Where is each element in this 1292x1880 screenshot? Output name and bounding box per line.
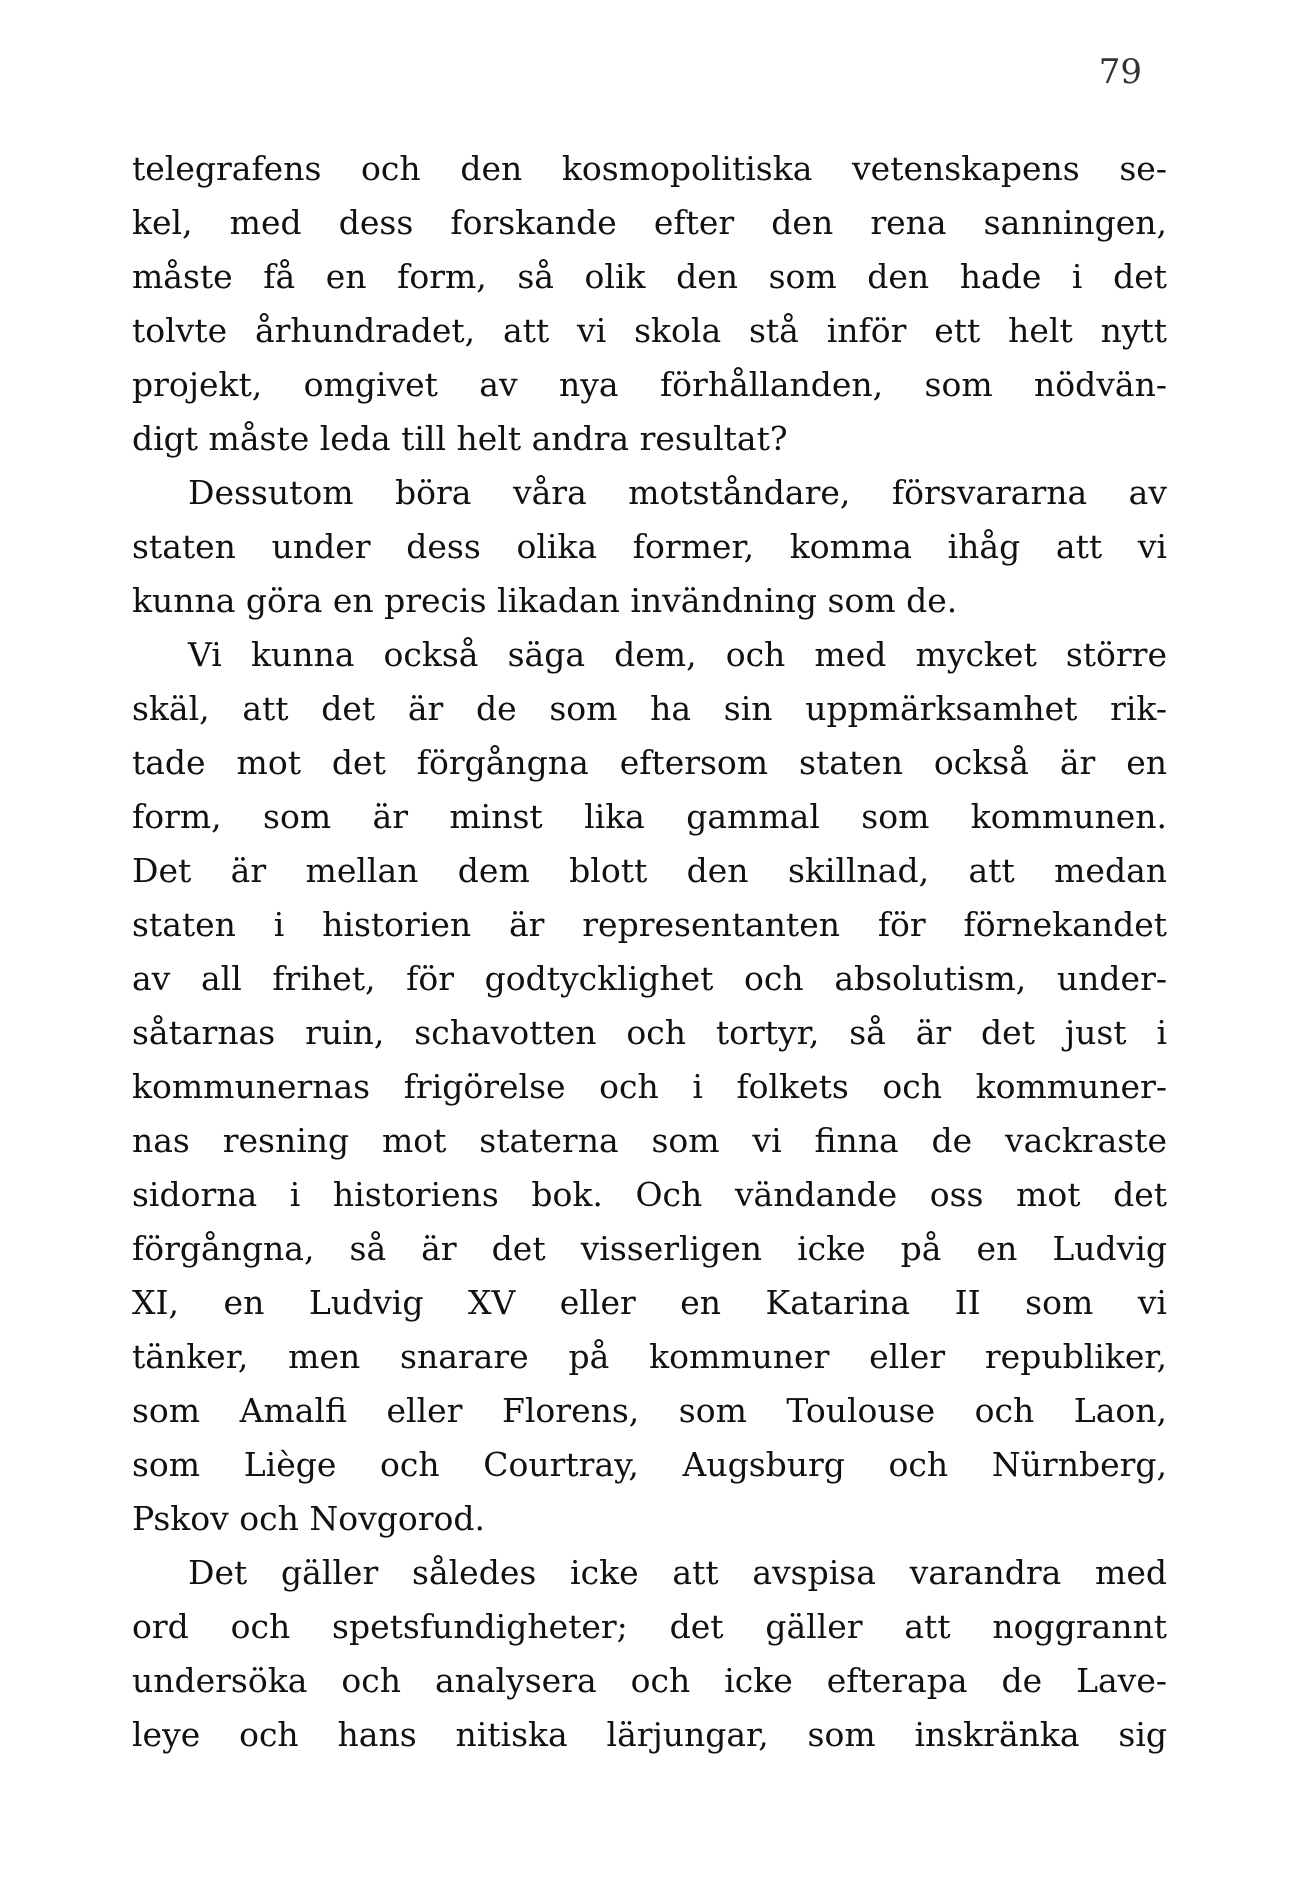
page-number: 79 (1098, 52, 1142, 92)
text-line: Pskov och Novgorod. (132, 1499, 485, 1538)
text-line: tade mot det förgångna eftersom staten också är en (132, 743, 1167, 782)
text-line: kunna göra en precis likadan invändning som de. (132, 581, 958, 620)
text-line: måste få en form, så olik den som den hade i det (132, 257, 1167, 296)
text-line: digt måste leda till helt andra resultat? (132, 419, 788, 458)
body-text (132, 142, 1167, 1762)
text-line: staten under dess olika former, komma ihåg att vi (132, 527, 1167, 566)
text-line: leye och hans nitiska lärjungar, som inskränka sig (132, 1715, 1167, 1754)
text-line: som Amalfi eller Florens, som Toulouse och Laon, (132, 1391, 1167, 1430)
text-line: undersöka och analysera och icke efterapa de Lave- (132, 1661, 1167, 1700)
text-line: Det är mellan dem blott den skillnad, att medan (132, 851, 1167, 890)
text-line: telegrafens och den kosmopolitiska vetenskapens se- (132, 149, 1167, 188)
text-line: såtarnas ruin, schavotten och tortyr, så är det just i (132, 1013, 1167, 1052)
text-line: kel, med dess forskande efter den rena sanningen, (132, 203, 1167, 242)
text-line: av all frihet, för godtycklighet och absolutism, under- (132, 959, 1167, 998)
text-line: sidorna i historiens bok. Och vändande oss mot det (132, 1175, 1167, 1214)
text-line: Dessutom böra våra motståndare, försvararna av (188, 473, 1167, 512)
text-line: staten i historien är representanten för förnekandet (132, 905, 1167, 944)
text-line: projekt, omgivet av nya förhållanden, som nödvän- (132, 365, 1167, 404)
text-line: tolvte århundradet, att vi skola stå inför ett helt nytt (132, 311, 1167, 350)
text-line: skäl, att det är de som ha sin uppmärksamhet rik- (132, 689, 1167, 728)
text-line: kommunernas frigörelse och i folkets och kommuner- (132, 1067, 1167, 1106)
text-line: Vi kunna också säga dem, och med mycket större (188, 635, 1167, 674)
text-line: XI, en Ludvig XV eller en Katarina II som vi (132, 1283, 1167, 1322)
text-line: som Liège och Courtray, Augsburg och Nürnberg, (132, 1445, 1167, 1484)
text-line: Det gäller således icke att avspisa varandra med (188, 1553, 1167, 1592)
text-line: ord och spetsfundigheter; det gäller att noggrannt (132, 1607, 1167, 1646)
text-line: nas resning mot staterna som vi finna de vackraste (132, 1121, 1167, 1160)
text-line: form, som är minst lika gammal som kommunen. (132, 797, 1167, 836)
text-line: tänker, men snarare på kommuner eller republiker, (132, 1337, 1167, 1376)
text-line: förgångna, så är det visserligen icke på en Ludvig (132, 1229, 1167, 1268)
